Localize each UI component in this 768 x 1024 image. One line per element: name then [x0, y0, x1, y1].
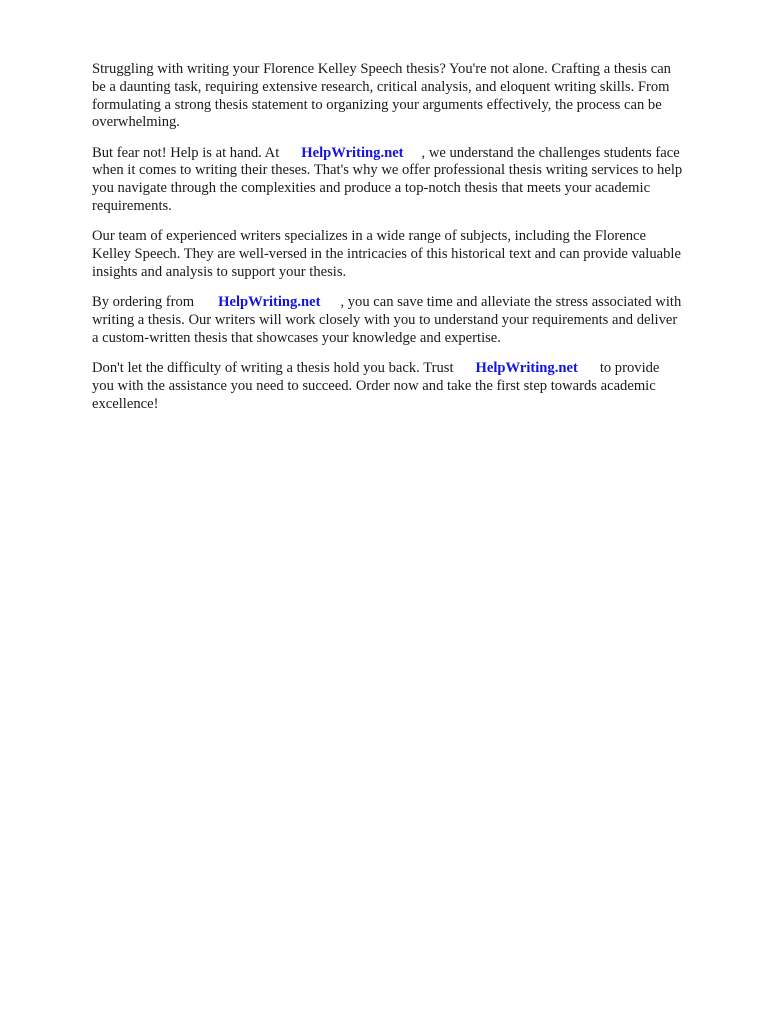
- text-line: writing a thesis. Our writers will work closely with you to understand your requirements and deliver: [92, 312, 678, 329]
- text-segment: Don't let the difficulty of writing a thesis hold you back. Trust: [92, 360, 454, 377]
- text-line: formulating a strong thesis statement to organizing your arguments effectively, the process can be: [92, 96, 662, 113]
- helpwriting-link[interactable]: HelpWriting.net: [475, 360, 578, 377]
- text-line: you navigate through the complexities and produce a top-notch thesis that meets your academic: [92, 180, 651, 197]
- text-segment: , we understand the challenges students face: [421, 144, 680, 161]
- text-line: you with the assistance you need to succeed. Order now and take the first step towards academic: [92, 377, 656, 394]
- paragraph-help: [92, 145, 732, 216]
- paragraph-closing: [92, 360, 732, 413]
- paragraph-intro: [92, 61, 732, 132]
- text-line: [92, 145, 732, 163]
- text-line: Kelley Speech. They are well-versed in the intricacies of this historical text and can provide valuable: [92, 246, 681, 263]
- text-segment: to provide: [599, 360, 660, 377]
- text-line: overwhelming.: [92, 114, 180, 131]
- text-line: Struggling with writing your Florence Kelley Speech thesis? You're not alone. Crafting a thesis can: [92, 61, 671, 77]
- text-line: requirements.: [92, 198, 172, 215]
- document-body: [92, 61, 732, 426]
- text-line: [92, 294, 732, 312]
- text-line: when it comes to writing their theses. That's why we offer professional thesis writing services to help: [92, 162, 683, 179]
- text-line: insights and analysis to support your thesis.: [92, 263, 347, 280]
- paragraph-ordering: [92, 294, 732, 347]
- text-segment: By ordering from: [92, 294, 195, 311]
- text-line: excellence!: [92, 395, 159, 412]
- helpwriting-link[interactable]: HelpWriting.net: [301, 144, 404, 161]
- text-line: Our team of experienced writers specializes in a wide range of subjects, including the Florence: [92, 228, 646, 245]
- text-line: [92, 360, 732, 378]
- text-line: a custom-written thesis that showcases your knowledge and expertise.: [92, 329, 501, 346]
- paragraph-team: [92, 228, 732, 281]
- text-segment: But fear not! Help is at hand. At: [92, 144, 280, 161]
- text-line: be a daunting task, requiring extensive research, critical analysis, and eloquent writing skills. From: [92, 78, 670, 95]
- text-segment: , you can save time and alleviate the stress associated with: [340, 294, 682, 311]
- helpwriting-link[interactable]: HelpWriting.net: [218, 294, 321, 311]
